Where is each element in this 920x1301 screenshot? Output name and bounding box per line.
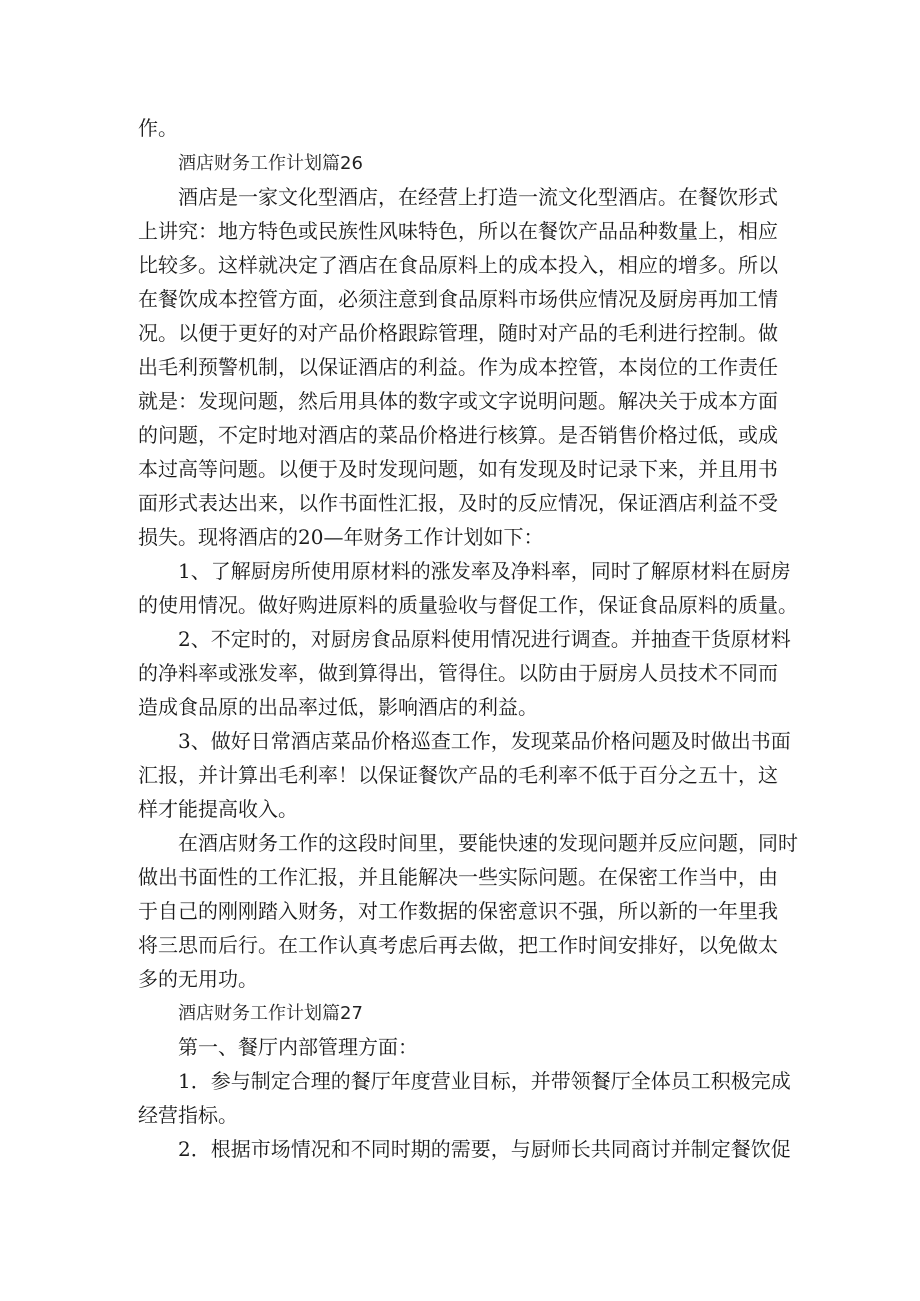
paragraph-line: 本过高等问题。以便于及时发现问题，如有发现及时记录下来，并且用书 bbox=[138, 457, 778, 481]
paragraph-line: 况。以便于更好的对产品价格跟踪管理，随时对产品的毛利进行控制。做 bbox=[138, 321, 778, 345]
paragraph-line: 做出书面性的工作汇报，并且能解决一些实际问题。在保密工作当中，由 bbox=[138, 865, 778, 889]
list-item-line: 3、做好日常酒店菜品价格巡查工作，发现菜品价格问题及时做出书面 bbox=[178, 729, 791, 753]
paragraph-line: 上讲究：地方特色或民族性风味特色，所以在餐饮产品品种数量上，相应 bbox=[138, 219, 778, 243]
paragraph-line: 作。 bbox=[138, 116, 178, 140]
section-heading: 酒店财务工作计划篇26 bbox=[178, 153, 363, 174]
list-item-line: 2、不定时的，对厨房食品原料使用情况进行调查。并抽查干货原材料 bbox=[178, 627, 791, 651]
subheading-line: 第一、餐厅内部管理方面： bbox=[178, 1035, 418, 1059]
paragraph-line: 比较多。这样就决定了酒店在食品原料上的成本投入，相应的增多。所以 bbox=[138, 253, 778, 277]
list-item-line: 1．参与制定合理的餐厅年度营业目标，并带领餐厅全体员工积极完成 bbox=[178, 1069, 791, 1093]
section-heading: 酒店财务工作计划篇27 bbox=[178, 1003, 363, 1024]
paragraph-line: 在酒店财务工作的这段时间里，要能快速的发现问题并反应问题，同时 bbox=[178, 831, 798, 855]
list-item-line: 的使用情况。做好购进原料的质量验收与督促工作，保证食品原料的质量。 bbox=[138, 593, 798, 617]
list-item-line: 样才能提高收入。 bbox=[138, 797, 298, 821]
paragraph-line: 在餐饮成本控管方面，必须注意到食品原料市场供应情况及厨房再加工情 bbox=[138, 287, 778, 311]
paragraph-line: 于自己的刚刚踏入财务，对工作数据的保密意识不强，所以新的一年里我 bbox=[138, 899, 778, 923]
list-item-line: 1、了解厨房所使用原材料的涨发率及净料率，同时了解原材料在厨房 bbox=[178, 559, 791, 583]
list-item-line: 汇报，并计算出毛利率！以保证餐饮产品的毛利率不低于百分之五十，这 bbox=[138, 763, 778, 787]
list-item-line: 2．根据市场情况和不同时期的需要，与厨师长共同商讨并制定餐饮促 bbox=[178, 1137, 791, 1161]
paragraph-line: 面形式表达出来，以作书面性汇报，及时的反应情况，保证酒店利益不受 bbox=[138, 491, 778, 515]
list-item-line: 经营指标。 bbox=[138, 1103, 238, 1127]
paragraph-line: 多的无用功。 bbox=[138, 967, 258, 991]
paragraph-line: 酒店是一家文化型酒店，在经营上打造一流文化型酒店。在餐饮形式 bbox=[178, 185, 778, 209]
list-item-line: 造成食品原的出品率过低，影响酒店的利益。 bbox=[138, 695, 538, 719]
paragraph-line: 出毛利预警机制，以保证酒店的利益。作为成本控管，本岗位的工作责任 bbox=[138, 355, 778, 379]
paragraph-line: 的问题，不定时地对酒店的菜品价格进行核算。是否销售价格过低，或成 bbox=[138, 423, 778, 447]
paragraph-line: 将三思而后行。在工作认真考虑后再去做，把工作时间安排好，以免做太 bbox=[138, 933, 778, 957]
paragraph-line: 就是：发现问题，然后用具体的数字或文字说明问题。解决关于成本方面 bbox=[138, 389, 778, 413]
list-item-line: 的净料率或涨发率，做到算得出，管得住。以防由于厨房人员技术不同而 bbox=[138, 661, 778, 685]
paragraph-line: 损失。现将酒店的20—年财务工作计划如下： bbox=[138, 525, 544, 549]
